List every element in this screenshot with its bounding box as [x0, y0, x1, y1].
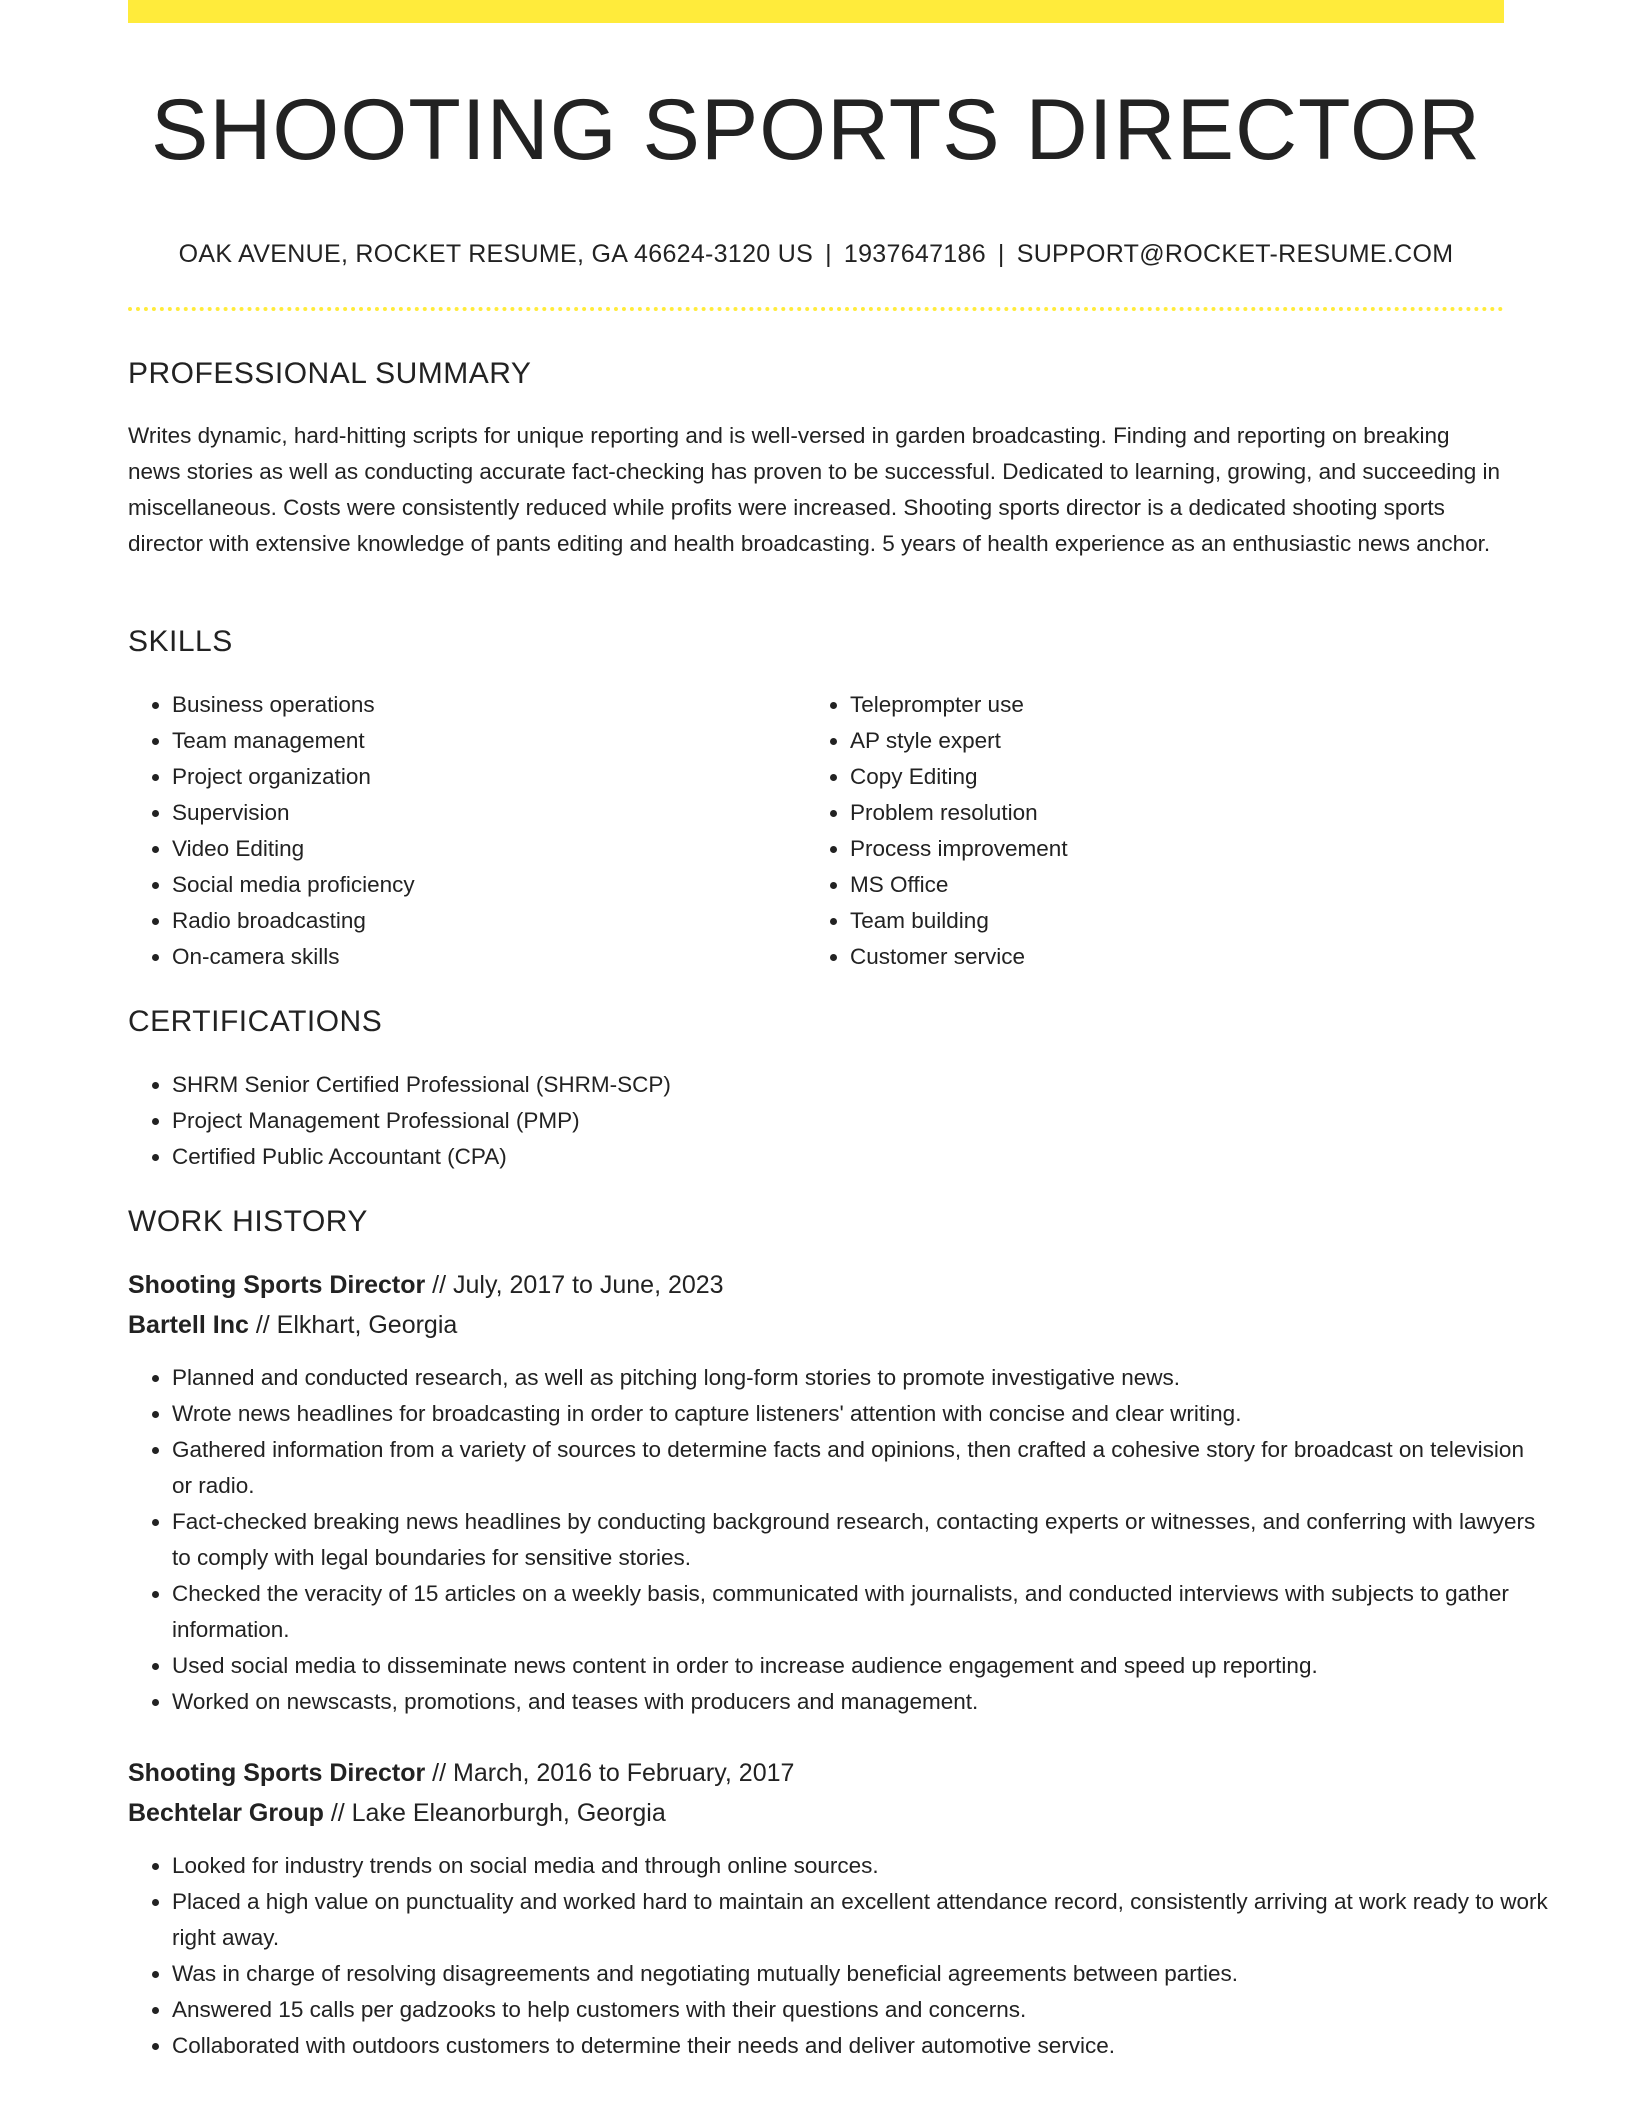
skill-item: • On-camera skills — [172, 939, 415, 975]
skills-list-right — [806, 687, 1068, 975]
job-bullet: • Worked on newscasts, promotions, and teases with producers and management. — [172, 1684, 1548, 1720]
skill-item: • AP style expert — [850, 723, 1068, 759]
job-title-line — [128, 1265, 724, 1305]
job-dates: // July, 2017 to June, 2023 — [425, 1271, 724, 1299]
certification-item: • Certified Public Accountant (CPA) — [172, 1139, 671, 1175]
skill-item: • Project organization — [172, 759, 415, 795]
certifications-heading: CERTIFICATIONS — [128, 1005, 383, 1038]
job-bullets — [128, 1360, 1548, 1720]
job-bullet: • Collaborated with outdoors customers to determine their needs and deliver automotive service. — [172, 2028, 1548, 2064]
job-company-line — [128, 1793, 666, 1833]
job-company: Bartell Inc — [128, 1311, 249, 1339]
skill-item: • Problem resolution — [850, 795, 1068, 831]
skill-item: • Video Editing — [172, 831, 415, 867]
dotted-divider — [128, 307, 1504, 311]
skill-item: • Customer service — [850, 939, 1068, 975]
job-role: Shooting Sports Director — [128, 1759, 426, 1787]
job-location: // Lake Eleanorburgh, Georgia — [323, 1799, 666, 1827]
contact-line — [128, 237, 1504, 271]
job-bullet: • Gathered information from a variety of sources to determine facts and opinions, then crafted a cohesive story for broadcast on television or radio. — [172, 1432, 1548, 1504]
resume-name-title: SHOOTING SPORTS DIRECTOR — [150, 82, 1482, 178]
job-bullet: • Looked for industry trends on social media and through online sources. — [172, 1848, 1548, 1884]
skill-item: • Team building — [850, 903, 1068, 939]
certifications-list — [128, 1067, 671, 1175]
skill-item: • Copy Editing — [850, 759, 1068, 795]
job-role: Shooting Sports Director — [128, 1271, 426, 1299]
job-bullet: • Wrote news headlines for broadcasting in order to capture listeners' attention with concise and clear writing. — [172, 1396, 1548, 1432]
job-bullet: • Answered 15 calls per gadzooks to help customers with their questions and concerns. — [172, 1992, 1548, 2028]
skill-item: • Social media proficiency — [172, 867, 415, 903]
skills-list-left — [128, 687, 415, 975]
summary-heading: PROFESSIONAL SUMMARY — [128, 357, 532, 390]
contact-separator: | — [997, 240, 1005, 268]
skills-heading: SKILLS — [128, 625, 233, 658]
skill-item: • Teleprompter use — [850, 687, 1068, 723]
job-bullet: • Placed a high value on punctuality and worked hard to maintain an excellent attendance record, consistently arriving at work ready to work right away. — [172, 1884, 1548, 1956]
top-accent-bar — [128, 0, 1504, 23]
job-company-line — [128, 1305, 457, 1345]
job-bullet: • Fact-checked breaking news headlines by conducting background research, contacting experts or witnesses, and conferring with lawyers to comply with legal boundaries for sensitive stories. — [172, 1504, 1548, 1576]
contact-separator: | — [825, 240, 832, 268]
contact-phone: 1937647186 — [843, 240, 986, 268]
job-location: // Elkhart, Georgia — [248, 1311, 458, 1339]
job-title-line — [128, 1753, 794, 1793]
contact-email: SUPPORT@ROCKET-RESUME.COM — [1016, 240, 1454, 268]
summary-text: Writes dynamic, hard-hitting scripts for unique reporting and is well-versed in garden broadcasting. Finding and reporting on breaking news stories as well as conducting accurate fact-checking has proven to be successful. Dedicated to learning, growing, and succeeding in miscellaneous. Costs were consistently reduced while profits were increased. Shooting sports director is a dedicated shooting sports director with extensive knowledge of pants editing and health broadcasting. 5 years of health experience as an enthusiastic news anchor. — [128, 423, 1501, 556]
work-history-heading: WORK HISTORY — [128, 1205, 368, 1238]
skill-item: • Team management — [172, 723, 415, 759]
job-company: Bechtelar Group — [128, 1799, 324, 1827]
job-bullet: • Used social media to disseminate news content in order to increase audience engagement and speed up reporting. — [172, 1648, 1548, 1684]
job-bullet: • Checked the veracity of 15 articles on a weekly basis, communicated with journalists, and conducted interviews with subjects to gather information. — [172, 1576, 1548, 1648]
skill-item: • Business operations — [172, 687, 415, 723]
job-bullet: • Was in charge of resolving disagreements and negotiating mutually beneficial agreements between parties. — [172, 1956, 1548, 1992]
certification-item: • Project Management Professional (PMP) — [172, 1103, 671, 1139]
skill-item: • Radio broadcasting — [172, 903, 415, 939]
job-dates: // March, 2016 to February, 2017 — [425, 1759, 795, 1787]
skill-item: • Supervision — [172, 795, 415, 831]
contact-address: OAK AVENUE, ROCKET RESUME, GA 46624-3120 US — [178, 240, 814, 268]
job-bullets — [128, 1848, 1548, 2064]
job-bullet: • Planned and conducted research, as well as pitching long-form stories to promote investigative news. — [172, 1360, 1548, 1396]
skill-item: • Process improvement — [850, 831, 1068, 867]
skill-item: • MS Office — [850, 867, 1068, 903]
certification-item: • SHRM Senior Certified Professional (SHRM-SCP) — [172, 1067, 671, 1103]
